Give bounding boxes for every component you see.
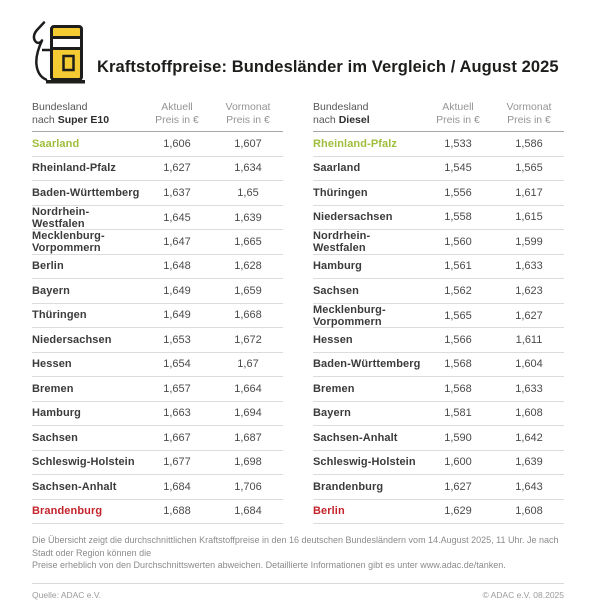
current-price: 1,568 [444,358,472,371]
previous-price: 1,617 [515,186,543,199]
super-e10-table-body [32,132,283,524]
current-price: 1,566 [444,333,472,346]
footnote: Die Übersicht zeigt die durchschnittlichen Kraftstoffpreise in den 16 deutschen Bundesländern vom 14.August 2025, 11 Uhr. Je nach Stadt oder Region können die Preise erheblich von den Durchschnittswerten abweichen. Detaillierte Informationen gibt es unter www.adac.de/tanken. [32,535,559,570]
table-row [313,328,564,353]
state-name: Rheinland-Pfalz [32,162,117,175]
current-price: 1,649 [163,284,191,297]
footer [32,583,564,600]
current-price: 1,684 [163,480,191,493]
state-name: Brandenburg [313,480,384,493]
super-e10-table [32,100,283,524]
state-name: Saarland [32,137,80,150]
page-title: Kraftstoffpreise: Bundesländer im Vergleich / August 2025 [97,58,559,76]
table-row [32,500,283,525]
table-row [313,279,564,304]
current-price: 1,627 [163,162,191,175]
current-price: 1,627 [444,480,472,493]
table-row [313,475,564,500]
previous-price: 1,706 [234,480,262,493]
previous-price: 1,659 [234,284,262,297]
previous-price: 1,65 [237,186,259,199]
table-row [32,353,283,378]
state-name: Mecklenburg-Vorpommern [32,230,105,254]
column-header-state: Bundesland nach Diesel [313,101,370,126]
table-row [313,451,564,476]
previous-price: 1,628 [234,260,262,273]
previous-price: 1,615 [515,211,543,224]
previous-price: 1,608 [515,505,543,518]
state-name: Baden-Württemberg [32,186,140,199]
previous-price: 1,607 [234,137,262,150]
previous-price: 1,67 [237,358,259,371]
table-row [32,157,283,182]
table-row [313,377,564,402]
current-price: 1,533 [444,137,472,150]
current-price: 1,562 [444,284,472,297]
state-name: Bremen [32,382,74,395]
table-row [313,500,564,525]
current-price: 1,688 [163,505,191,518]
previous-price: 1,608 [515,407,543,420]
diesel-table-body [313,132,564,524]
state-name: Rheinland-Pfalz [313,137,398,150]
previous-price: 1,633 [515,260,543,273]
column-header-current: Aktuell Preis in € [155,101,199,126]
previous-price: 1,664 [234,382,262,395]
table-row [32,426,283,451]
previous-price: 1,643 [515,480,543,493]
state-name: Hessen [32,358,72,371]
column-header-previous: Vormonat Preis in € [506,101,552,126]
source-label: Quelle: ADAC e.V. [32,589,102,600]
table-row [32,328,283,353]
state-name: Sachsen [32,431,78,444]
previous-price: 1,668 [234,309,262,322]
table-row [313,132,564,157]
column-header-previous: Vormonat Preis in € [225,101,271,126]
state-name: Mecklenburg-Vorpommern [313,303,386,328]
state-name: Nordrhein-Westfalen [313,230,371,254]
current-price: 1,677 [163,456,191,469]
current-price: 1,556 [444,186,472,199]
price-tables [32,100,564,524]
state-name: Berlin [313,505,345,518]
state-name: Brandenburg [32,505,103,518]
current-price: 1,637 [163,186,191,199]
state-name: Hamburg [32,407,81,420]
previous-price: 1,642 [515,431,543,444]
current-price: 1,648 [163,260,191,273]
state-name: Schleswig-Holstein [32,456,135,469]
column-header-current: Aktuell Preis in € [436,101,480,126]
previous-price: 1,665 [234,236,262,248]
previous-price: 1,639 [234,211,262,224]
table-row [313,157,564,182]
current-price: 1,663 [163,407,191,420]
diesel-table-header [313,100,564,132]
current-price: 1,560 [444,236,472,248]
table-row [313,230,564,255]
current-price: 1,629 [444,505,472,518]
state-name: Niedersachsen [32,333,112,346]
table-row [32,402,283,427]
current-price: 1,654 [163,358,191,371]
table-row [313,181,564,206]
state-name: Nordrhein-Westfalen [32,205,90,230]
table-row [313,304,564,329]
previous-price: 1,687 [234,431,262,444]
current-price: 1,581 [444,407,472,420]
current-price: 1,600 [444,456,472,469]
previous-price: 1,604 [515,358,543,371]
state-name: Schleswig-Holstein [313,456,416,469]
state-name: Thüringen [32,309,87,322]
current-price: 1,647 [163,236,191,248]
previous-price: 1,611 [515,333,543,346]
previous-price: 1,698 [234,456,262,469]
table-row [32,181,283,206]
previous-price: 1,565 [515,162,543,175]
current-price: 1,606 [163,137,191,150]
state-name: Saarland [313,162,361,175]
table-row [313,402,564,427]
current-price: 1,590 [444,431,472,444]
current-price: 1,657 [163,382,191,395]
previous-price: 1,627 [515,309,543,322]
state-name: Hamburg [313,260,362,273]
table-row [32,255,283,280]
current-price: 1,667 [163,431,191,444]
column-header-state: Bundesland nach Super E10 [32,101,110,126]
header [0,0,604,90]
state-name: Baden-Württemberg [313,358,421,371]
state-name: Berlin [32,260,64,273]
current-price: 1,565 [444,309,472,322]
previous-price: 1,586 [515,137,543,150]
current-price: 1,561 [444,260,472,273]
state-name: Bayern [313,407,351,420]
previous-price: 1,633 [515,382,543,395]
table-row [32,230,283,255]
state-name: Sachsen [313,284,359,297]
state-name: Thüringen [313,186,368,199]
table-row [32,304,283,329]
previous-price: 1,599 [515,236,543,248]
current-price: 1,653 [163,333,191,346]
previous-price: 1,639 [515,456,543,469]
previous-price: 1,634 [234,162,262,175]
fuel-pump-icon [30,21,86,90]
copyright-label: © ADAC e.V. 08.2025 [482,589,564,600]
current-price: 1,545 [444,162,472,175]
table-row [313,426,564,451]
state-name: Niedersachsen [313,211,393,224]
table-row [313,206,564,231]
previous-price: 1,672 [234,333,262,346]
table-row [32,451,283,476]
previous-price: 1,684 [234,505,262,518]
table-row [32,475,283,500]
super-e10-table-header [32,100,283,132]
table-row [32,132,283,157]
current-price: 1,649 [163,309,191,322]
current-price: 1,558 [444,211,472,224]
state-name: Bremen [313,382,355,395]
diesel-table [313,100,564,524]
state-name: Sachsen-Anhalt [313,431,398,444]
current-price: 1,568 [444,382,472,395]
previous-price: 1,623 [515,284,543,297]
state-name: Sachsen-Anhalt [32,480,117,493]
state-name: Bayern [32,284,70,297]
previous-price: 1,694 [234,407,262,420]
state-name: Hessen [313,333,353,346]
table-row [32,206,283,231]
table-row [313,255,564,280]
table-row [32,377,283,402]
current-price: 1,645 [163,211,191,224]
table-row [313,353,564,378]
table-row [32,279,283,304]
